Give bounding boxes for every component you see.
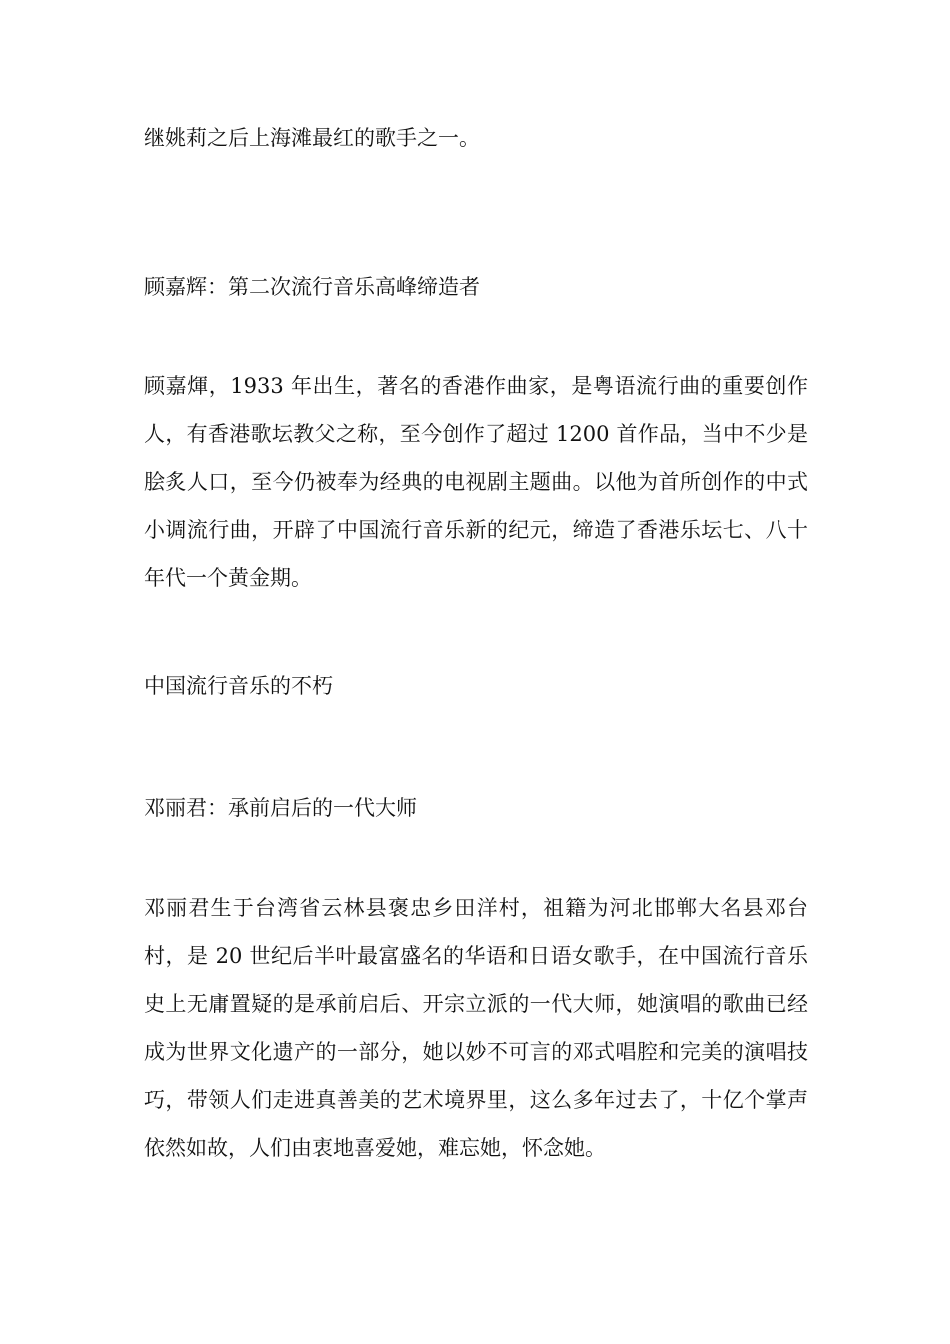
- section-heading-teresa-teng: 邓丽君：承前启后的一代大师: [144, 796, 417, 820]
- section-heading-chinese-pop-immortal: 中国流行音乐的不朽: [144, 674, 333, 698]
- text-line-continuation: 继姚莉之后上海滩最红的歌手之一。: [144, 126, 480, 150]
- paragraph-gu-jiahui: 顾嘉煇，1933 年出生，著名的香港作曲家，是粤语流行曲的重要创作人，有香港歌坛教父之称，至今创作了超过 1200 首作品，当中不少是脍炙人口，至今仍被奉为经典的电视剧主题曲。以他为首所创作的中式小调流行曲，开辟了中国流行音乐新的纪元，缔造了香港乐坛七、八十年代一个黄金期。: [144, 374, 808, 590]
- section-heading-gu-jiahui: 顾嘉辉：第二次流行音乐高峰缔造者: [144, 275, 480, 299]
- paragraph-teresa-teng: 邓丽君生于台湾省云林县褒忠乡田洋村，祖籍为河北邯郸大名县邓台村，是 20 世纪后半叶最富盛名的华语和日语女歌手，在中国流行音乐史上无庸置疑的是承前启后、开宗立派的一代大师，她演唱的歌曲已经成为世界文化遗产的一部分，她以妙不可言的邓式唱腔和完美的演唱技巧，带领人们走进真善美的艺术境界里，这么多年过去了，十亿个掌声依然如故，人们由衷地喜爱她，难忘她，怀念她。: [144, 896, 808, 1160]
